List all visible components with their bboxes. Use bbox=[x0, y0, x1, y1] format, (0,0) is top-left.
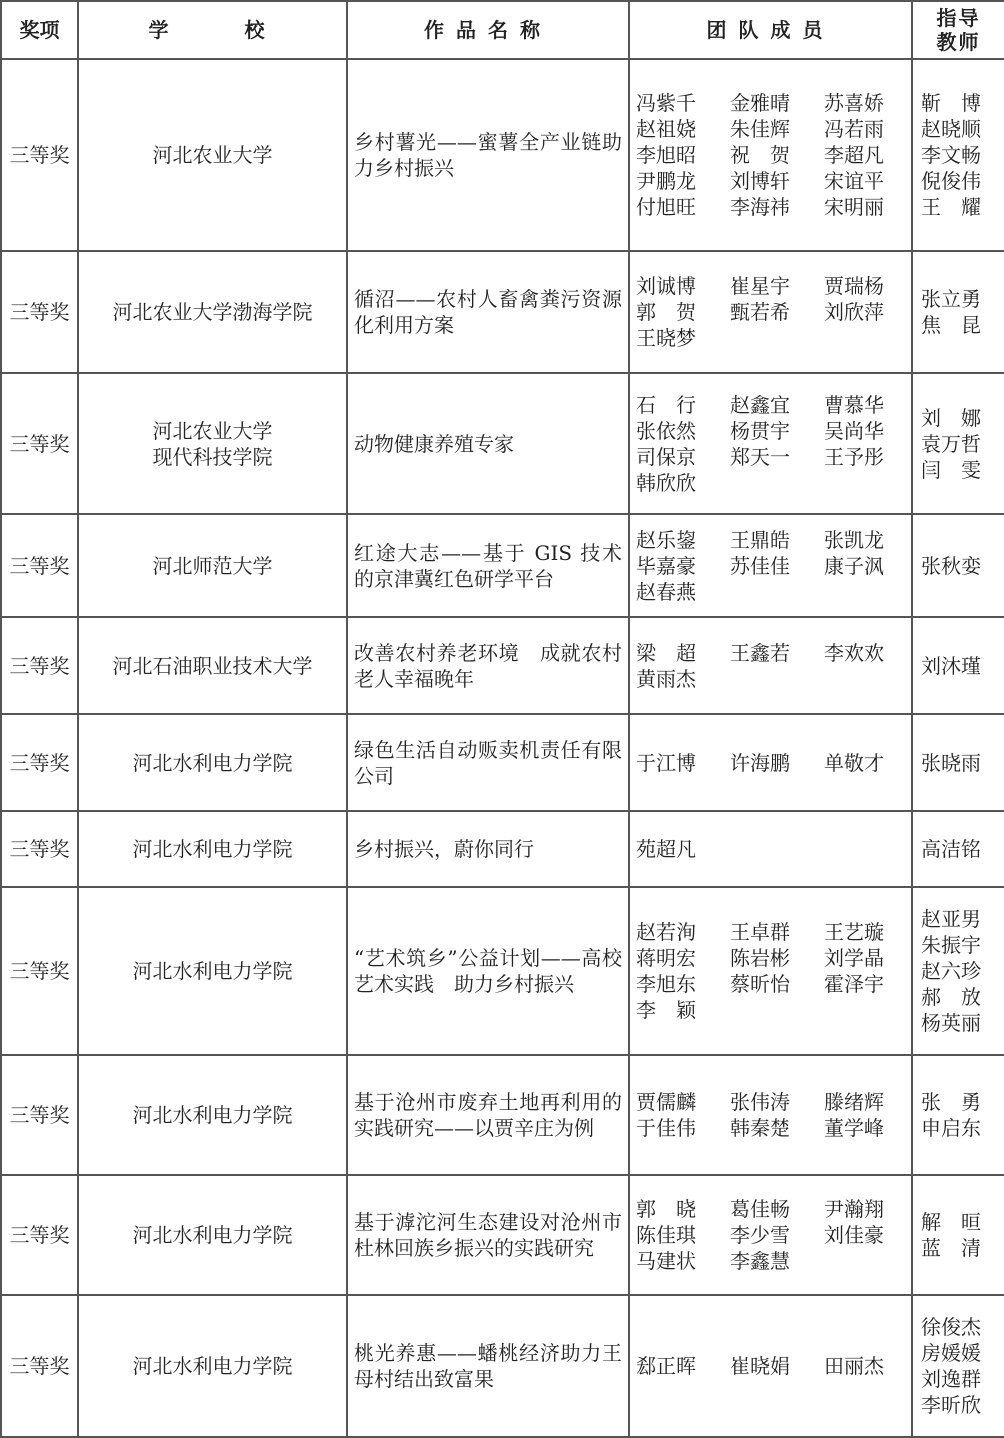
tutor-name: 朱振宇 bbox=[921, 933, 981, 957]
tutor-name: 刘沐瑾 bbox=[921, 653, 981, 678]
school-name: 河北水利电力学院 bbox=[132, 1354, 293, 1378]
tutor-name: 张 勇 bbox=[921, 1090, 981, 1114]
school-cell bbox=[78, 1175, 347, 1295]
award-cell: 三等奖 bbox=[1, 811, 78, 887]
member-name: 于江博 bbox=[636, 750, 696, 775]
member-name: 赵祖娆 bbox=[636, 117, 696, 141]
team-members-cell bbox=[629, 811, 912, 887]
member-name: 李超凡 bbox=[824, 143, 884, 167]
member-name: 朱佳辉 bbox=[730, 117, 790, 141]
school-cell bbox=[78, 887, 347, 1055]
member-name: 刘佳豪 bbox=[824, 1223, 884, 1247]
member-name: 石 行 bbox=[636, 392, 696, 417]
member-name: 贾瑞杨 bbox=[824, 274, 884, 298]
tutor-name: 郝 放 bbox=[921, 985, 981, 1009]
member-name: 赵乐鋆 bbox=[636, 527, 696, 552]
work-title-cell: 绿色生活自动贩卖机责任有限公司 bbox=[347, 714, 629, 811]
member-name: 郑天一 bbox=[730, 444, 790, 469]
table-row bbox=[1, 1055, 1004, 1175]
tutor-cell bbox=[912, 1055, 1004, 1175]
tutor-name: 赵六珍 bbox=[921, 959, 981, 983]
member-name: 甄若希 bbox=[730, 300, 790, 324]
member-list bbox=[636, 640, 905, 692]
school-name: 河北水利电力学院 bbox=[132, 959, 293, 983]
member-list bbox=[636, 750, 905, 776]
table-row bbox=[1, 811, 1004, 887]
work-title-cell: 改善农村养老环境 成就农村老人幸福晚年 bbox=[347, 617, 629, 714]
member-name: 刘欣萍 bbox=[824, 300, 884, 324]
member-name: 冯若雨 bbox=[824, 117, 884, 141]
tutor-cell bbox=[912, 714, 1004, 811]
school-cell bbox=[78, 251, 347, 373]
award-cell: 三等奖 bbox=[1, 1055, 78, 1175]
member-name: 刘学晶 bbox=[824, 946, 884, 970]
member-name: 葛佳畅 bbox=[730, 1197, 790, 1221]
table-row bbox=[1, 59, 1004, 251]
work-title-cell: 乡村振兴，蔚你同行 bbox=[347, 811, 629, 887]
tutor-name: 靳 博 bbox=[921, 91, 981, 115]
member-name: 王晓梦 bbox=[636, 326, 696, 350]
member-name: 毕嘉豪 bbox=[636, 553, 696, 578]
member-name: 尹瀚翔 bbox=[824, 1197, 884, 1221]
tutor-name: 闫 雯 bbox=[921, 457, 981, 482]
team-members-cell bbox=[629, 514, 912, 617]
header-tutor-label: 指导教师 bbox=[936, 6, 981, 54]
member-name: 司保京 bbox=[636, 444, 696, 469]
work-title-cell: 红途大志——基于 GIS 技术的京津冀红色研学平台 bbox=[347, 514, 629, 617]
member-name: 郄正晖 bbox=[636, 1354, 696, 1378]
member-name: 陈岩彬 bbox=[730, 946, 790, 970]
tutor-cell bbox=[912, 1295, 1004, 1437]
table-row bbox=[1, 373, 1004, 514]
member-name: 刘博轩 bbox=[730, 169, 790, 193]
member-name: 贾儒麟 bbox=[636, 1090, 696, 1114]
member-list bbox=[636, 90, 905, 220]
school-name: 河北水利电力学院 bbox=[132, 837, 293, 861]
table-row bbox=[1, 617, 1004, 714]
school-name: 河北石油职业技术大学 bbox=[112, 653, 313, 678]
tutor-name: 赵亚男 bbox=[921, 907, 981, 931]
member-name: 梁 超 bbox=[636, 640, 696, 665]
member-name: 李 颖 bbox=[636, 998, 696, 1022]
tutor-name: 刘 娜 bbox=[921, 405, 981, 430]
member-name: 苏喜娇 bbox=[824, 91, 884, 115]
member-name: 刘诚博 bbox=[636, 274, 696, 298]
member-name: 李海祎 bbox=[730, 195, 790, 219]
table-row bbox=[1, 1295, 1004, 1437]
member-name: 吴尚华 bbox=[824, 418, 884, 443]
school-cell bbox=[78, 373, 347, 514]
member-list bbox=[636, 1196, 905, 1274]
tutor-cell bbox=[912, 811, 1004, 887]
member-name: 赵若洵 bbox=[636, 920, 696, 944]
school-cell bbox=[78, 811, 347, 887]
member-name: 单敬才 bbox=[824, 750, 884, 775]
member-name: 张依然 bbox=[636, 418, 696, 443]
member-name: 王卓群 bbox=[730, 920, 790, 944]
member-name: 苑超凡 bbox=[636, 837, 696, 861]
member-name: 李鑫慧 bbox=[730, 1249, 790, 1273]
tutor-name: 倪俊伟 bbox=[921, 169, 981, 193]
member-name: 李少雪 bbox=[730, 1223, 790, 1247]
header-team: 团队成员 bbox=[629, 1, 912, 59]
tutor-name: 袁万哲 bbox=[921, 431, 981, 456]
member-list bbox=[636, 836, 905, 862]
tutor-cell bbox=[912, 1175, 1004, 1295]
member-name: 付旭旺 bbox=[636, 195, 696, 219]
work-title-cell: 桃光养惠——蟠桃经济助力王母村结出致富果 bbox=[347, 1295, 629, 1437]
work-title-cell: 基于沧州市废弃土地再利用的实践研究——以贾辛庄为例 bbox=[347, 1055, 629, 1175]
school-cell bbox=[78, 514, 347, 617]
member-list bbox=[636, 1353, 905, 1379]
school-cell bbox=[78, 1295, 347, 1437]
school-name: 河北水利电力学院 bbox=[132, 1223, 293, 1247]
tutor-cell bbox=[912, 514, 1004, 617]
member-name: 王予彤 bbox=[824, 444, 884, 469]
tutor-name: 刘逸群 bbox=[921, 1367, 981, 1391]
school-cell bbox=[78, 1055, 347, 1175]
member-name: 崔晓娟 bbox=[730, 1354, 790, 1378]
member-name: 冯紫千 bbox=[636, 91, 696, 115]
member-name: 马建状 bbox=[636, 1249, 696, 1273]
team-members-cell bbox=[629, 617, 912, 714]
school-name: 河北水利电力学院 bbox=[132, 1103, 293, 1127]
member-name: 霍泽宇 bbox=[824, 972, 884, 996]
school-cell bbox=[78, 617, 347, 714]
member-name: 王鑫若 bbox=[730, 640, 790, 665]
tutor-name: 焦 昆 bbox=[921, 313, 981, 337]
tutor-name: 杨英丽 bbox=[921, 1011, 981, 1035]
member-name: 宋谊平 bbox=[824, 169, 884, 193]
member-name: 曹慕华 bbox=[824, 392, 884, 417]
table-row bbox=[1, 1175, 1004, 1295]
team-members-cell bbox=[629, 1055, 912, 1175]
member-name: 董学峰 bbox=[824, 1116, 884, 1140]
header-tutor bbox=[912, 1, 1004, 59]
header-work: 作品名称 bbox=[347, 1, 629, 59]
member-name: 祝 贺 bbox=[730, 143, 790, 167]
award-cell: 三等奖 bbox=[1, 251, 78, 373]
work-title-cell: 乡村薯光——蜜薯全产业链助力乡村振兴 bbox=[347, 59, 629, 251]
member-name: 郭 贺 bbox=[636, 300, 696, 324]
header-school: 学 校 bbox=[78, 1, 347, 59]
member-name: 宋明丽 bbox=[824, 195, 884, 219]
member-name: 李欢欢 bbox=[824, 640, 884, 665]
team-members-cell bbox=[629, 1175, 912, 1295]
member-name: 滕绪辉 bbox=[824, 1090, 884, 1114]
work-title-cell: 循沼——农村人畜禽粪污资源化利用方案 bbox=[347, 251, 629, 373]
table-row bbox=[1, 514, 1004, 617]
tutor-name: 申启东 bbox=[921, 1116, 981, 1140]
tutor-name: 解 晅 bbox=[921, 1210, 981, 1234]
tutor-name: 王 耀 bbox=[921, 195, 981, 219]
school-cell bbox=[78, 714, 347, 811]
member-name: 田丽杰 bbox=[824, 1354, 884, 1378]
member-name: 韩秦楚 bbox=[730, 1116, 790, 1140]
tutor-name: 张秋娈 bbox=[921, 553, 981, 578]
team-members-cell bbox=[629, 251, 912, 373]
member-name: 张伟涛 bbox=[730, 1090, 790, 1114]
tutor-name: 高洁铭 bbox=[921, 837, 981, 861]
member-name: 郭 晓 bbox=[636, 1197, 696, 1221]
work-title-cell: 基于滹沱河生态建设对沧州市杜林回族乡振兴的实践研究 bbox=[347, 1175, 629, 1295]
member-name: 蒋明宏 bbox=[636, 946, 696, 970]
member-name: 尹鹏龙 bbox=[636, 169, 696, 193]
member-name: 赵春燕 bbox=[636, 579, 696, 604]
tutor-name: 赵晓顺 bbox=[921, 117, 981, 141]
member-name: 李旭东 bbox=[636, 972, 696, 996]
member-name: 于佳伟 bbox=[636, 1116, 696, 1140]
member-name: 金雅晴 bbox=[730, 91, 790, 115]
member-list bbox=[636, 1089, 905, 1141]
member-name: 韩欣欣 bbox=[636, 470, 696, 495]
team-members-cell bbox=[629, 59, 912, 251]
member-name: 王艺璇 bbox=[824, 920, 884, 944]
member-name: 崔星宇 bbox=[730, 274, 790, 298]
tutor-cell bbox=[912, 373, 1004, 514]
member-list bbox=[636, 273, 905, 351]
tutor-name: 张晓雨 bbox=[921, 750, 981, 775]
award-cell: 三等奖 bbox=[1, 714, 78, 811]
tutor-name: 李文畅 bbox=[921, 143, 981, 167]
team-members-cell bbox=[629, 373, 912, 514]
member-name: 苏佳佳 bbox=[730, 553, 790, 578]
award-cell: 三等奖 bbox=[1, 514, 78, 617]
award-cell: 三等奖 bbox=[1, 1295, 78, 1437]
school-name: 现代科技学院 bbox=[152, 444, 273, 469]
team-members-cell bbox=[629, 887, 912, 1055]
school-name: 河北农业大学渤海学院 bbox=[112, 300, 313, 324]
table-row bbox=[1, 714, 1004, 811]
tutor-cell bbox=[912, 617, 1004, 714]
member-name: 陈佳琪 bbox=[636, 1223, 696, 1247]
work-title-cell: 动物健康养殖专家 bbox=[347, 373, 629, 514]
member-name: 赵鑫宜 bbox=[730, 392, 790, 417]
tutor-name: 徐俊杰 bbox=[921, 1315, 981, 1339]
table-row bbox=[1, 251, 1004, 373]
header-row bbox=[1, 1, 1004, 59]
award-cell: 三等奖 bbox=[1, 59, 78, 251]
member-list bbox=[636, 392, 905, 496]
member-name: 康子沨 bbox=[824, 553, 884, 578]
award-cell: 三等奖 bbox=[1, 1175, 78, 1295]
tutor-name: 蓝 清 bbox=[921, 1236, 981, 1260]
award-cell: 三等奖 bbox=[1, 617, 78, 714]
tutor-name: 李昕欣 bbox=[921, 1393, 981, 1417]
tutor-cell bbox=[912, 251, 1004, 373]
tutor-cell bbox=[912, 887, 1004, 1055]
member-name: 杨贯宇 bbox=[730, 418, 790, 443]
school-name: 河北农业大学 bbox=[152, 418, 273, 443]
member-name: 王鼎皓 bbox=[730, 527, 790, 552]
member-name: 李旭昭 bbox=[636, 143, 696, 167]
header-award: 奖项 bbox=[1, 1, 78, 59]
award-cell: 三等奖 bbox=[1, 887, 78, 1055]
school-name: 河北水利电力学院 bbox=[132, 750, 293, 775]
member-list bbox=[636, 919, 905, 1023]
tutor-name: 房媛媛 bbox=[921, 1341, 981, 1365]
member-name: 黄雨杰 bbox=[636, 666, 696, 691]
table-row bbox=[1, 887, 1004, 1055]
award-cell: 三等奖 bbox=[1, 373, 78, 514]
member-name: 张凯龙 bbox=[824, 527, 884, 552]
team-members-cell bbox=[629, 1295, 912, 1437]
member-name: 蔡昕怡 bbox=[730, 972, 790, 996]
work-title-cell: “艺术筑乡”公益计划——高校艺术实践 助力乡村振兴 bbox=[347, 887, 629, 1055]
school-name: 河北农业大学 bbox=[152, 143, 273, 167]
tutor-cell bbox=[912, 59, 1004, 251]
team-members-cell bbox=[629, 714, 912, 811]
member-list bbox=[636, 527, 905, 605]
tutor-name: 张立勇 bbox=[921, 287, 981, 311]
school-cell bbox=[78, 59, 347, 251]
school-name: 河北师范大学 bbox=[152, 553, 273, 578]
member-name: 许海鹏 bbox=[730, 750, 790, 775]
